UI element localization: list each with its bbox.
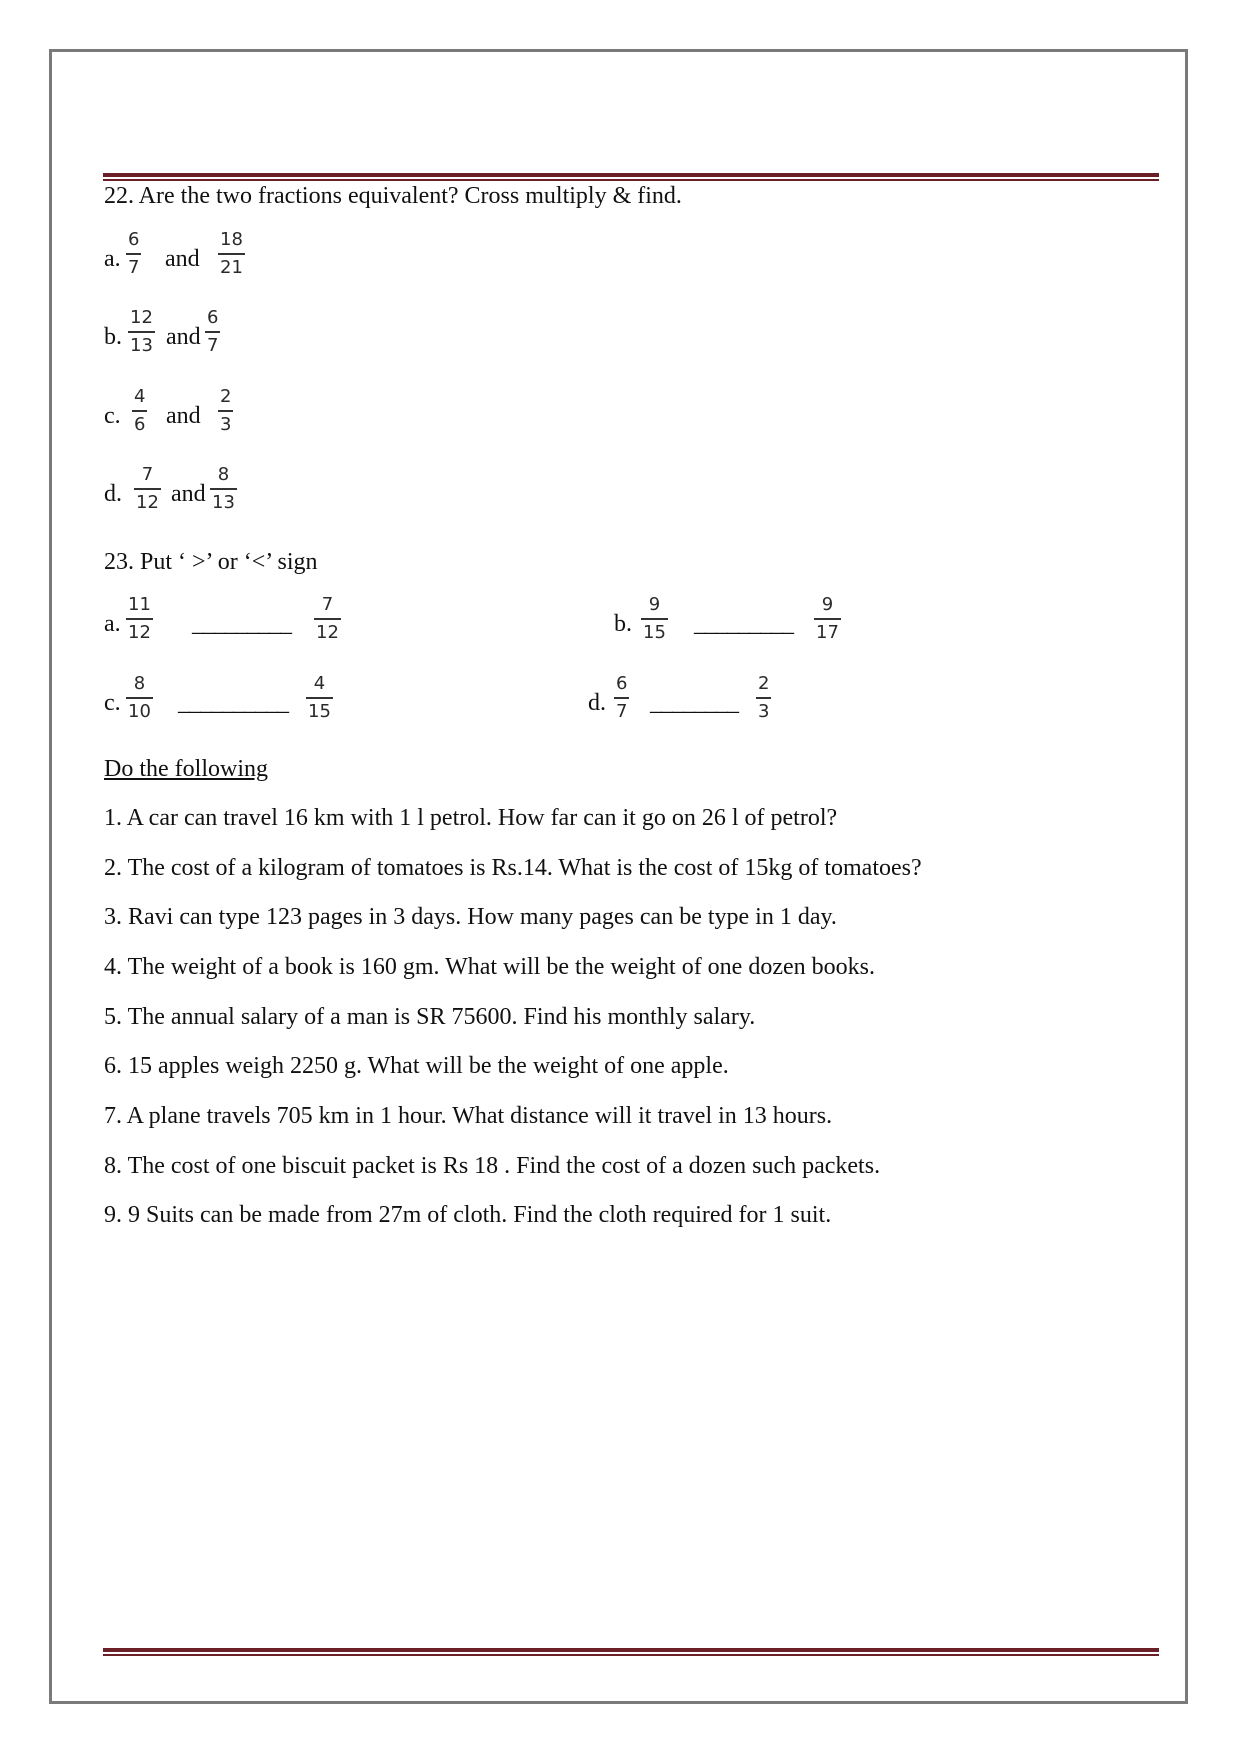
denominator: 15 — [308, 700, 331, 722]
task-item: 2. The cost of a kilogram of tomatoes is Rs.14. What is the cost of 15kg of tomatoes? — [104, 855, 922, 881]
numerator: 8 — [217, 464, 230, 485]
task-item: 9. 9 Suits can be made from 27m of cloth. Find the cloth required for 1 suit. — [104, 1202, 832, 1228]
denominator: 6 — [134, 413, 146, 435]
task-item: 4. The weight of a book is 160 gm. What will be the weight of one dozen books. — [104, 954, 875, 980]
denominator: 12 — [316, 621, 339, 643]
and-word: and — [166, 324, 201, 350]
numerator: 2 — [220, 386, 232, 407]
task-item: 8. The cost of one biscuit packet is Rs 18 . Find the cost of a dozen such packets. — [104, 1153, 881, 1179]
task-item: 6. 15 apples weigh 2250 g. What will be the weight of one apple. — [104, 1053, 729, 1079]
denominator: 21 — [220, 256, 243, 278]
numerator: 9 — [821, 594, 834, 615]
q22-item-label: c. — [104, 403, 121, 429]
numerator: 12 — [130, 307, 153, 328]
fraction — [205, 308, 220, 356]
fraction — [614, 674, 629, 722]
task-item: 7. A plane travels 705 km in 1 hour. What distance will it travel in 13 hours. — [104, 1103, 833, 1129]
numerator: 8 — [133, 673, 146, 694]
q23-title: 23. Put ‘ >’ or ‘<’ sign — [104, 549, 318, 575]
fraction — [210, 465, 237, 513]
numerator: 4 — [313, 673, 326, 694]
fraction — [218, 230, 245, 278]
answer-blank[interactable]: _________ — [694, 611, 793, 637]
q22-item-label: b. — [104, 324, 122, 350]
fraction — [218, 387, 233, 435]
q23-item-label: c. — [104, 690, 121, 716]
q22-title: 22. Are the two fractions equivalent? Cross multiply & find. — [104, 183, 682, 209]
answer-blank[interactable]: __________ — [178, 690, 288, 716]
fraction — [314, 595, 341, 643]
numerator: 4 — [134, 386, 146, 407]
denominator: 13 — [130, 334, 153, 356]
numerator: 7 — [141, 464, 154, 485]
q23-item-label: b. — [614, 611, 632, 637]
fraction — [134, 465, 161, 513]
numerator: 9 — [648, 594, 661, 615]
top-rule — [103, 173, 1159, 182]
denominator: 7 — [616, 700, 628, 722]
and-word: and — [166, 403, 201, 429]
numerator: 18 — [220, 229, 243, 250]
q22-item-label: a. — [104, 246, 121, 272]
numerator: 2 — [758, 673, 770, 694]
q23-item-label: d. — [588, 690, 606, 716]
answer-blank[interactable]: ________ — [650, 690, 738, 716]
denominator: 17 — [816, 621, 839, 643]
denominator: 13 — [212, 491, 235, 513]
bottom-rule — [103, 1648, 1159, 1657]
task-item: 1. A car can travel 16 km with 1 l petrol. How far can it go on 26 l of petrol? — [104, 805, 838, 831]
fraction — [814, 595, 841, 643]
q22-item-label: d. — [104, 481, 122, 507]
do-following-heading: Do the following — [104, 756, 268, 782]
fraction — [132, 387, 147, 435]
numerator: 6 — [207, 307, 219, 328]
fraction — [126, 674, 153, 722]
denominator: 12 — [128, 621, 151, 643]
denominator: 10 — [128, 700, 151, 722]
fraction — [126, 230, 141, 278]
fraction — [126, 595, 153, 643]
fraction — [306, 674, 333, 722]
denominator: 15 — [643, 621, 666, 643]
task-item: 3. Ravi can type 123 pages in 3 days. How many pages can be type in 1 day. — [104, 904, 837, 930]
denominator: 7 — [128, 256, 140, 278]
numerator: 7 — [321, 594, 334, 615]
fraction — [128, 308, 155, 356]
answer-blank[interactable]: _________ — [192, 611, 291, 637]
denominator: 3 — [758, 700, 770, 722]
numerator: 6 — [616, 673, 628, 694]
denominator: 3 — [220, 413, 232, 435]
numerator: 6 — [128, 229, 140, 250]
fraction — [756, 674, 771, 722]
task-item: 5. The annual salary of a man is SR 75600. Find his monthly salary. — [104, 1004, 756, 1030]
and-word: and — [165, 246, 200, 272]
q23-item-label: a. — [104, 611, 121, 637]
and-word: and — [171, 481, 206, 507]
denominator: 7 — [207, 334, 219, 356]
numerator: 11 — [128, 594, 151, 615]
denominator: 12 — [136, 491, 159, 513]
fraction — [641, 595, 668, 643]
